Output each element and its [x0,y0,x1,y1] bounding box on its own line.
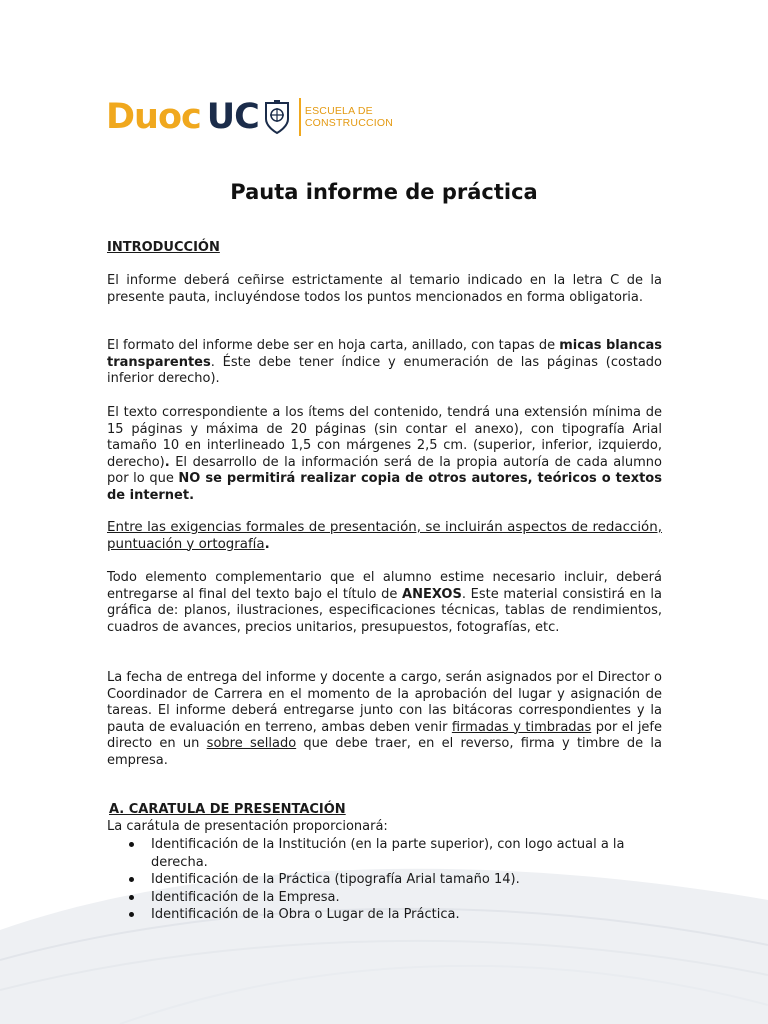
p6-underlined-firmadas: firmadas y timbradas [451,719,592,735]
paragraph-2 [107,338,662,388]
duoc-uc-logo [106,94,393,140]
p3-bold-period: . [164,454,170,470]
p2-text-end: . Éste debe tener índice y enumeración de las páginas (costado inferior derecho). [107,354,662,386]
list-item: Identificación de la Institución (en la parte superior), con logo actual a la derecha. [107,836,667,871]
p5-text-end: . Este material consistirá en la gráfica de: planos, ilustraciones, especificaciones técnicas, tablas de rendimientos, cuadros de avances, precios unitarios, presupuestos, fotografías, etc. [107,586,662,635]
paragraph-6 [107,670,662,769]
logo-school-name [305,105,393,129]
p6-text: La fecha de entrega del informe y docente a cargo, serán asignados por el Director o Coordinador de Carrera en el momento de la aprobación del lugar y asignación de tareas. El informe deberá entregarse junto con las bitácoras correspondientes y la pauta de evaluación en terreno, ambas deben venir [107,670,662,735]
p2-text: El formato del informe debe ser en hoja carta, anillado, con tapas de [107,338,560,353]
p4-underlined-text: Entre las exigencias formales de presentación, se incluirán aspectos de redacción, puntuación y ortografía [107,520,662,552]
document-title: Pauta informe de práctica [230,180,538,204]
list-item: Identificación de la Práctica (tipografía Arial tamaño 14). [107,871,667,889]
logo-duoc-text: Duoc [106,97,201,137]
paragraph-3 [107,405,662,504]
p5-bold-anexos: ANEXOS [402,586,462,602]
logo-sub-line2: CONSTRUCCION [304,117,394,129]
section-a-intro: La carátula de presentación proporcionará: [107,819,388,834]
section-a-bullet-list [107,836,667,924]
p2-bold-micas: micas blancas transparentes [107,338,663,370]
p6-underlined-sobre: sobre sellado [206,736,297,751]
logo-divider [299,98,301,136]
logo-sub-line1: ESCUELA DE [304,105,373,117]
intro-heading: INTRODUCCIÓN [107,240,220,255]
university-seal-icon [263,99,291,135]
paragraph-1: El informe deberá ceñirse estrictamente al temario indicado en la letra C de la presente pauta, incluyéndose todos los puntos mencionados en forma obligatoria. [107,273,662,305]
p3-text: El texto correspondiente a los ítems del contenido, tendrá una extensión mínima de 15 páginas y máxima de 20 páginas (sin contar el anexo), con tipografía Arial tamaño 10 en interlineado 1,5 con márgenes 2,5 cm. (superior, inferior, izquierdo, derecho) [107,405,662,470]
list-item: Identificación de la Obra o Lugar de la Práctica. [107,906,667,924]
p6-text-end: que debe traer, en el reverso, firma y timbre de la empresa. [107,736,663,768]
paragraph-5 [107,570,662,636]
p6-text-mid: por el jefe directo en un [107,719,662,751]
section-a-heading: A. CARATULA DE PRESENTACIÓN [109,802,346,817]
list-item: Identificación de la Empresa. [107,889,667,907]
p5-text: Todo elemento complementario que el alumno estime necesario incluir, deberá entregarse al final del texto bajo el título de [107,570,662,602]
p4-bold-period: . [264,536,270,552]
logo-uc-text: UC [206,97,259,137]
paragraph-4 [107,520,662,553]
p3-text-mid: El desarrollo de la información será de la propia autoría de cada alumno por lo que [107,454,662,486]
p3-bold-no-copy: NO se permitirá realizar copia de otros autores, teóricos o textos de internet. [107,471,662,503]
